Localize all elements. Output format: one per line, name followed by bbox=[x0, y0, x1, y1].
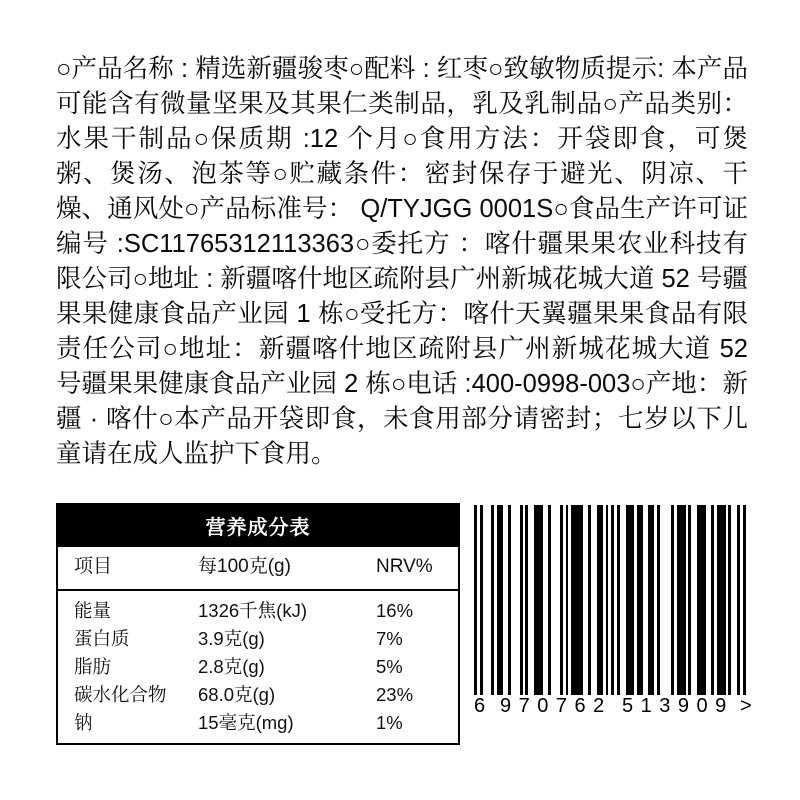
cell-nrv: 5% bbox=[376, 656, 403, 677]
barcode-bar bbox=[571, 505, 582, 695]
cell-item: 钠 bbox=[74, 712, 93, 733]
cell-item: 碳水化合物 bbox=[74, 684, 167, 705]
table-row bbox=[58, 625, 458, 653]
barcode-lead-digit: 6 bbox=[474, 695, 486, 717]
table-header-row bbox=[58, 547, 458, 587]
barcode-bar bbox=[743, 505, 746, 695]
cell-nrv: 7% bbox=[376, 628, 403, 649]
table-row bbox=[58, 653, 458, 681]
barcode-bars bbox=[474, 505, 746, 695]
barcode-left-group: 970762 bbox=[500, 695, 612, 717]
cell-nrv: 16% bbox=[376, 600, 414, 621]
barcode-bar bbox=[626, 505, 635, 695]
column-header-nrv: NRV% bbox=[376, 556, 433, 577]
nutrition-facts-table bbox=[56, 503, 460, 745]
cell-item: 能量 bbox=[74, 600, 112, 621]
table-row bbox=[58, 709, 458, 737]
cell-amount: 2.8克(g) bbox=[198, 656, 265, 677]
column-header-amount: 每100克(g) bbox=[198, 556, 291, 577]
table-divider bbox=[58, 589, 458, 591]
nutrition-table-title: 营养成分表 bbox=[58, 505, 458, 547]
cell-amount: 3.9克(g) bbox=[198, 628, 265, 649]
barcode-digits bbox=[474, 695, 754, 721]
nutrition-table-body bbox=[58, 547, 458, 743]
table-row bbox=[58, 681, 458, 709]
table-row bbox=[58, 597, 458, 625]
cell-nrv: 1% bbox=[376, 712, 403, 733]
barcode-bar bbox=[534, 505, 543, 695]
column-header-item: 项目 bbox=[74, 556, 113, 577]
barcode-space bbox=[511, 505, 520, 695]
barcode-bar bbox=[717, 505, 726, 695]
cell-amount: 1326千焦(kJ) bbox=[198, 600, 307, 621]
cell-item: 蛋白质 bbox=[74, 628, 130, 649]
cell-amount: 15毫克(mg) bbox=[198, 712, 294, 733]
product-info-paragraph: ○产品名称 : 精选新疆骏枣○配料 : 红枣○致敏物质提示: 本产品可能含有微量坚果及其果仁类制品，乳及乳制品○产品类别：水果干制品○保质期 :12 个月○食用方法：开袋即食，可煲粥、煲汤、泡茶等○贮藏条件：密封保存于避光、阴凉、干燥、通风处○产品标准号： Q/TYJGG 0001S○食品生产许可证编号 :SC11765312113363○委托方 ：喀什疆果果农业科技有限公司○地址 : 新疆喀什地区疏附县广州新城花城大道 52 号疆果果健康食品产业园 1 栋○受托方：喀什天翼疆果果食品有限责任公司○地址：新疆喀什地区疏附县广州新城花城大道 52 号疆果果健康食品产业园 2 栋○电话 :400-0998-003○产地：新疆 · 喀什○本产品开袋即食，未食用部分请密封；七岁以下儿童请在成人监护下食用。 bbox=[56, 55, 748, 468]
barcode-space bbox=[660, 505, 671, 695]
barcode-end-marker: > bbox=[740, 695, 752, 717]
barcode-space bbox=[483, 505, 492, 695]
cell-item: 脂肪 bbox=[74, 656, 112, 677]
cell-nrv: 23% bbox=[376, 684, 414, 705]
barcode-right-group: 513909 bbox=[622, 695, 734, 717]
barcode-bar bbox=[677, 505, 686, 695]
barcode-space bbox=[551, 505, 560, 695]
cell-amount: 68.0克(g) bbox=[198, 684, 276, 705]
barcode bbox=[474, 505, 754, 721]
barcode-bar bbox=[697, 505, 706, 695]
